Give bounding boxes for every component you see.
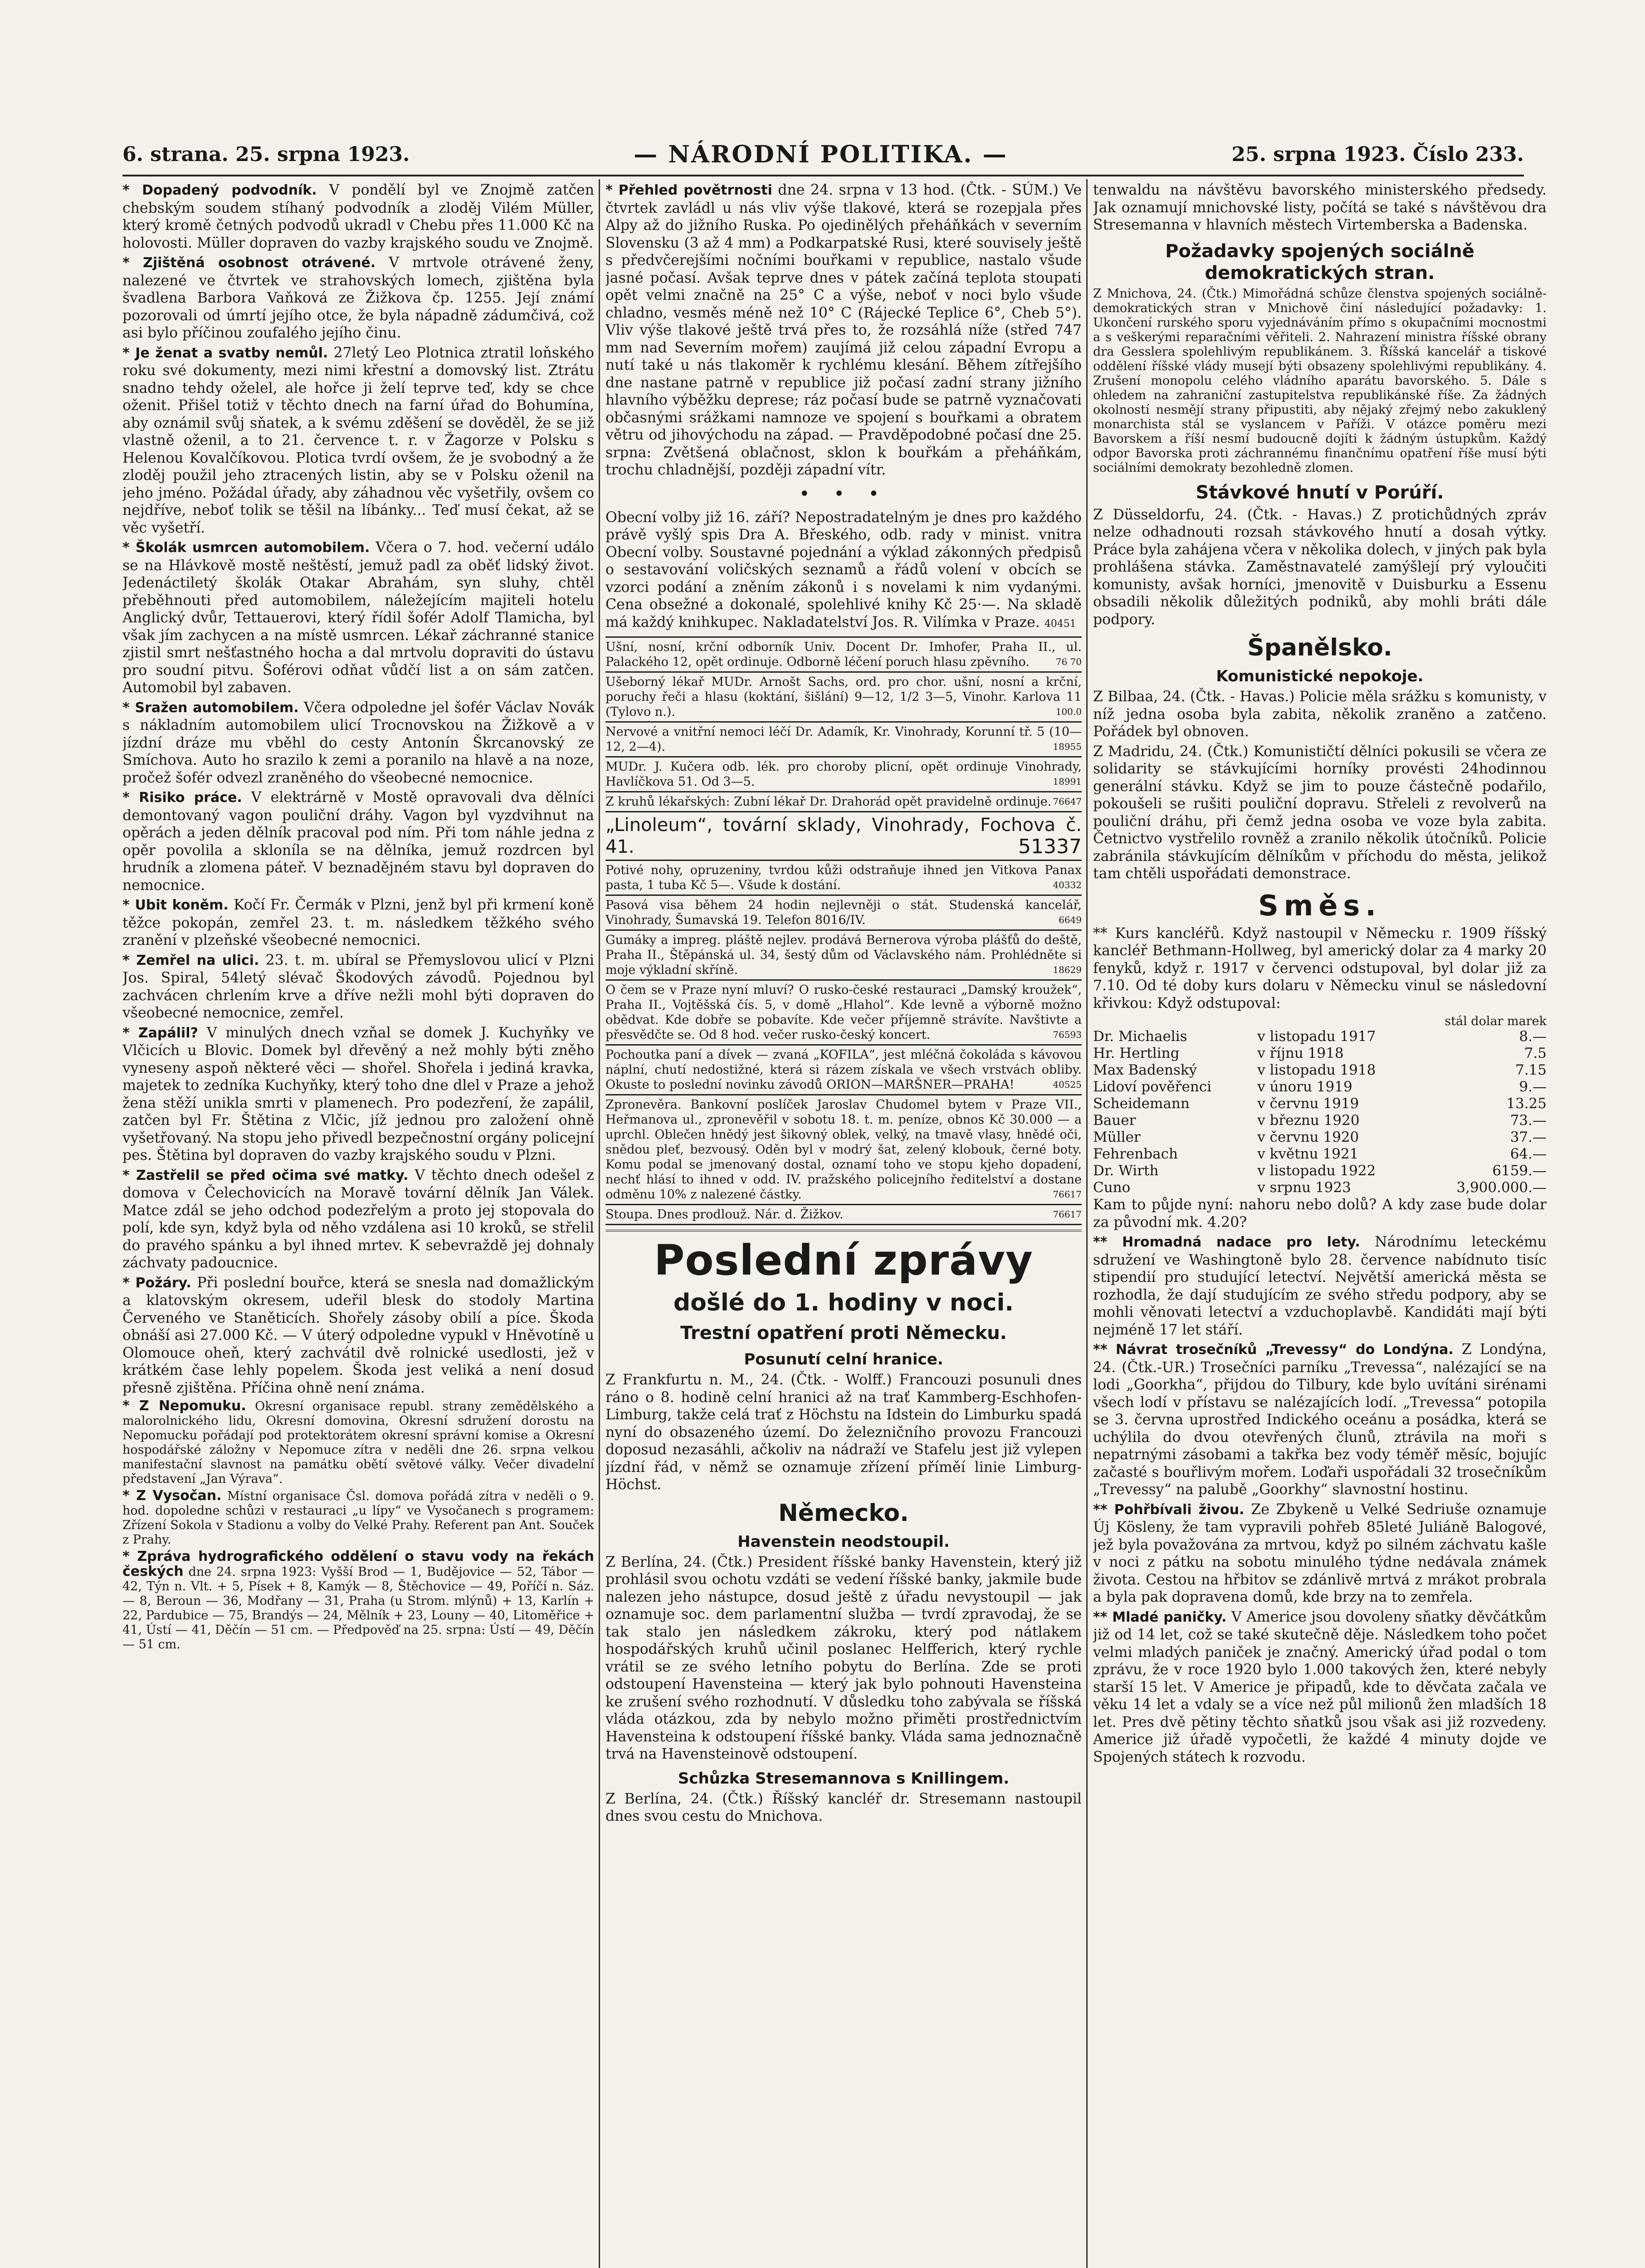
classified-ad [605, 931, 1082, 981]
article-munich: Z Mnichova, 24. (Čtk.) Mimořádná schůze členstva spojených sociálně-demokratických stran v Mnichově činí následující požadavky: 1. Ukončení rurského sporu vyjednáváním přímo s okupačními mocnostmi a s veškerými reparačními věřiteli. 2. Nahrazení ministra říšské obrany dra Gesslera spolehlivým republikánem. 3. Říšská kancelář a tiskové oddělení říšské vlády musejí býti obsazeny spolehlivými republikány. 4. Zrušení monopolu celého vládního aparátu bavorského. 5. Dále s ohledem na zahraniční zastupitelstva republikánské říše. Za žádných okolností nesmějí strany připustiti, aby nějaký zřejmý nebo zakuklený monarchista stál se vyslancem v Paříži. V otázce poměru mezi Bavorskem a říší nesmí budoucně dojíti k žádným ústupkům. Každý odpor Bavorska proti záchrannému finančnímu opatření říše musí býti sociálními demokraty bezohledně zlomen. [1093, 286, 1547, 475]
rate-date: v červnu 1920 [1257, 1129, 1359, 1145]
article-title: * Sražen automobilem. [122, 699, 299, 716]
ad-text: Stoupa. Dnes prodlouž. Nár. d. Žižkov. [605, 1207, 844, 1222]
article-title: * Ubit koněm. [122, 897, 229, 913]
article-title: * Školák usmrcen automobilem. [122, 540, 370, 556]
latest-news-subtitle: došlé do 1. hodiny v noci. [673, 1289, 1014, 1316]
chancellor-name: Max Badenský [1093, 1062, 1197, 1078]
ad-code: 40332 [1053, 880, 1082, 890]
article-text: Okresní organisace republ. strany zemědělského a malorolnického lidu, Okresní domovina, Okresní sdružení dorostu na Nepomucku pořádají pod protektorátem okresní správní komise a Okresní hospodářské záložny v Nepomuce zítra v neděli dne 26. srpna velkou manifestační slavnost na památku obětí světové války. Večer divadelní představení „Jan Výrava“. [122, 1399, 594, 1486]
rate-date: v listopadu 1922 [1257, 1163, 1376, 1179]
news-item [122, 1399, 594, 1486]
article-text: Ze Zbykeně u Velké Sedriuše oznamuje Új Kösleny, že tam vypravili pohřeb 85leté Juliáně Balogové, jež byla považována za mrtvou, když po silném záchvatu kašle v noci z pátku na sobotu minulého týdne nedávala známek života. Cestou na hřbitov se zdánlivě mrtvá z mrákot probrala a byla pak dopravena domů, kde brzy na to zemřela. [1093, 1501, 1547, 1605]
chancellor-name: Dr. Wirth [1093, 1163, 1159, 1179]
column-1 [122, 181, 594, 2268]
news-item [122, 344, 594, 537]
smes-item [1093, 1233, 1547, 1339]
rate-date: v listopadu 1917 [1257, 1028, 1376, 1045]
ad-code: 6649 [1059, 914, 1082, 925]
rates-header: stál dolar marek [1445, 1014, 1547, 1028]
classified-ad [605, 758, 1082, 792]
chancellor-name: Scheidemann [1093, 1095, 1190, 1112]
article-text: Národnímu leteckému sdružení ve Washingtoně bylo 28. července nabídnuto tisíc stipendií pro studující letectví. Největší americká města se rozhodla, že dají studujícím ze svého středu podpory, aby se mohli věnovati letectví a vzduchoplavbě. Kandidáti mají býti nejméně 17 let stáří. [1093, 1234, 1547, 1338]
article-title: * Z Nepomuku. [122, 1398, 246, 1414]
rate-row [1093, 1129, 1547, 1146]
ad-code: 40525 [1053, 1079, 1082, 1090]
weather-report [605, 181, 1082, 479]
chancellor-name: Fehrenbach [1093, 1146, 1178, 1162]
headline-stresemann: Schůzka Stresemannova s Knillingem. [678, 1769, 1010, 1788]
rate-date: v květnu 1921 [1257, 1146, 1359, 1162]
ad-code: 18955 [1053, 741, 1082, 752]
news-item [122, 952, 594, 1022]
rate-date: v červnu 1919 [1257, 1095, 1359, 1112]
rate-value: 7.15 [1515, 1062, 1547, 1078]
news-item [122, 539, 594, 697]
chancellor-name: Hr. Hertling [1093, 1045, 1180, 1061]
article-text: V elektrárně v Mostě opravovali dva dělníci demontovaný vagon pouliční dráhy. Vagon byl vyzdvihnut na opěrách a jeden dělník pracoval pod ním. Při tom náhle jedna z opěr povolila a skloníla se na dělníka, jemuž rozdrcen byl hrudník a zlomena páteř. V beznadějném stavu byl dopraven do nemocnice. [122, 789, 594, 894]
article-text: dne 24. srpna v 13 hod. (Čtk. - SÚM.) Ve čtvrtek zavládl u nás vliv výše tlakové, která se rozepjala přes Alpy až do jižního Ruska. Po ojedinělých přeháňkách v severním Slovensku (3 až 4 mm) a Podkarpatské Rusi, které souvisely ještě s předvčerejšími nočními bouřkami v republice, nastalo všude jasné počasí. Avšak teprve dnes v pátek začíná teplota stoupati opět velmi značně na 25° C a výše, neboť v noci bylo všude chladno, vesměs méně než 10° C (Rájecké Teplice 6°, Cheb 5°). Vliv výše tlakové ještě trvá přes to, že rozsáhlá níže (střed 747 mm nad Severním mořem) zaujímá již celou západní Evropu a nutí také u nás tlakoměr k rychlému klesání. Během zítřejšího dne nastane patrně v republice již počasí zadní strany jižního hlavního výběžku deprese; ráz počasí bude se patrně vyznačovati občasnými srážkami namnoze ve spojení s bouřkami a obratem větru od jihovýchodu na západ. — Pravděpodobné počasí dne 25. srpna: Zvětšená oblačnost, sklon k bouřkám a přeháňkám, trochu chladnější, později západní vítr. [605, 182, 1082, 478]
rate-value: 8.— [1519, 1028, 1547, 1045]
ad-text: Ušeborný lékař MUDr. Arnošt Sachs, ord. pro chor. ušní, nosní a krční, poruchy řeči a hlasu (koktání, šišlání) 9—12, 1/2 3—5, Vinohr. Karlova 11 (Tylovo n.). [605, 675, 1082, 719]
article-text: Kočí Fr. Čermák v Plzni, jenž byl při krmení koně těžce pokopán, zemřel 23. t. m. následkem těžkého svého zranění v plzeňské všeobecné nemocnici. [122, 897, 594, 948]
rate-row [1093, 1163, 1547, 1179]
article-title: * Z Vysočan. [122, 1488, 222, 1504]
ad-obecni-volby: Obecní volby již 16. září? Nepostradatelným je dnes pro každého právě vyšlý spis Dra A. Břeského, odb. rady v minist. vnitra Obecní volby. Soustavné pojednání a výklad zákonných předpisů o sestavování voličských seznamů a řádů volení v obcích se vzorci podání a zněním zákonů i s novelami k nim vydanými. Cena obsežné a dokonalé, spolehlivé knihy Kč 25·—. Na skladě má každý knihkupec. Nakladatelství Jos. R. Vilímka v Praze. 40451 [605, 509, 1082, 631]
column-divider [599, 179, 600, 2268]
headline-sanctions: Trestní opatření proti Německu. [680, 1323, 1007, 1344]
classified-ad [605, 981, 1082, 1046]
rate-row [1093, 1028, 1547, 1045]
article-title: ** Pohřbívali živou. [1093, 1501, 1245, 1518]
article-text: V minulých dnech vzňal se domek J. Kuchyňky ve Vlčicích u Blovic. Domek byl dřevěný a než mohly býti zněho vyneseny aspoň některé věci — shořel. Shořela i jediná kravka, majetek to zedníka Kuchyňky, který toho dne dlel v Praze a jehož žena stěží unikla smrti v plamenech. Pro podezření, že zapálil, zatčen byl Fr. Štětina z Vlčic, jíž jednou pro založení ohně vyšetřovaný. Na stopu jeho přivedl bezpečnostní orgány policejní pes. Štětina byl dopraven do vazby krajského soudu v Plzni. [122, 1024, 594, 1163]
classified-ad [605, 638, 1082, 673]
article-text: Včera o 7. hod. večerní událo se na Hlávkově mostě neštěstí, jemuž padl za oběť lidský život. Jedenáctiletý školák Otakar Abrahám, syn sluhy, chtěl přeběhnouti před automobilem, náležejícím majiteli hotelu Anglický dvůr, Tettauerovi, který řídil šofér Adolf Tlamicha, byl však jím zachycen a na místě usmrcen. Lékař záchranné stanice zjistil smrt nešťastného hocha a dal mrtvolu dopraviti do ústavu pro soudní pitvu. Šoférovi odňat vůdčí list a on sám zatčen. Automobil byl zabaven. [122, 539, 594, 696]
chancellor-name: Dr. Michaelis [1093, 1028, 1187, 1045]
chancellor-name: Müller [1093, 1129, 1141, 1145]
article-text: V pondělí byl ve Znojmě zatčen chebským soudem stíhaný podvodník a zloděj Vilém Müller, který kromě četných podvodů ukradl v Chebu přes 11.000 Kč na holovosti. Müller dopraven do vazby krajského soudu ve Znojmě. [122, 182, 594, 251]
article-title: * Zastřelil se před očima své matky. [122, 1167, 409, 1183]
chancellor-name: Bauer [1093, 1112, 1136, 1129]
classified-ad [605, 792, 1082, 812]
header-left: 6. strana. 25. srpna 1923. [122, 142, 410, 166]
ad-code: 100.0 [1055, 706, 1082, 717]
ad-text: Z kruhů lékařských: Zubní lékař Dr. Drahorád opět pravidelně ordinuje. [605, 795, 1052, 809]
article-title: ** Mladé paničky. [1093, 1609, 1227, 1625]
article-title: ** Návrat trosečníků „Trevessy“ do Londýna. [1093, 1342, 1454, 1358]
subheadline-spain: Komunistické nepokoje. [1216, 667, 1424, 685]
ad-code: 76617 [1053, 1189, 1082, 1200]
rate-value: 13.25 [1506, 1095, 1547, 1112]
ad-code: 76593 [1053, 1029, 1082, 1040]
classified-ad [605, 673, 1082, 723]
ad-text: Potivé nohy, opruzeniny, tvrdou kůži odstraňuje ihned jen Vitkova Panax pasta, 1 tuba Kč 5—. Všude k dostání. [605, 863, 1082, 892]
latest-news-title: Poslední zprávy [654, 1236, 1034, 1285]
article-text: 23. t. m. ubíral se Přemyslovou ulicí v Plzni Jos. Spiral, 54letý slévač Škodových závodů. Pojednou byl zachvácen chrlením krve a dříve nežli mohl býti dopraven do všeobecné nemocnice, zemřel. [122, 952, 594, 1021]
classified-ad [605, 1205, 1082, 1225]
ad-text: Pasová visa během 24 hodin nejlevněji o stát. Studenská kancelář, Vinohrady, Šumavská 19. Telefon 8016/IV. [605, 898, 1082, 927]
news-item [122, 1489, 594, 1547]
article-text: V těchto dnech odešel z domova v Čelechovicích na Moravě tovární dělník Jan Válek. Matce zdál se jeho odchod podezřelým a proto jej stopovala do polí, kde syn, když byla od něho vzdálena asi 10 kroků, se střelil do pravého spánku a byl ihned mrtev. K sebevraždě jej dohnaly záchvaty padoucnice. [122, 1167, 594, 1271]
article-title: * Zapálil? [122, 1025, 198, 1041]
rate-value: 7.5 [1524, 1045, 1547, 1061]
smes-item [1093, 1608, 1547, 1766]
classified-ad [605, 1095, 1082, 1205]
article-kurs-intro: ** Kurs kancléřů. Když nastoupil v Německu r. 1909 říšský kancléř Bethmann-Hollweg, byl americký dolar za 4 marky 20 fenyků, když r. 1917 v červenci odstupoval, byl dolar již za 7.10. Od té doby kurs dolaru v Německu vinul se následovní křivkou: Když odstupoval: [1093, 925, 1547, 1012]
header-right: 25. srpna 1923. Číslo 233. [1231, 142, 1524, 166]
rate-row [1093, 1112, 1547, 1129]
news-item [122, 254, 594, 342]
rate-value: 9.— [1519, 1079, 1547, 1095]
ad-code: 76617 [1053, 1209, 1082, 1220]
classified-ad [605, 812, 1082, 861]
article-text: 27letý Leo Plotnica ztratil loňského roku své dokumenty, mezi nimi křestní a domovský list. Ztrátu snadno tehdy oželel, ale hořce ji želí teprve teď, kdy se chce oženit. Přišel totiž v těchto dnech na farní úřad do Bohumína, aby oznámil svůj sňatek, a k svému zděšení se dověděl, že se již vlastně oženil, a to 21. července t. r. v Žagorze v Polsku s Helenou Kovalčíkovou. Plotica tvrdí ovšem, že je svobodný a že zloděj použil jeho ztracených listin, aby se v Polsku oženil na jeho jméno. Požádal úřady, aby záhadnou věc vyšetřily, ovšem co nejdříve, neboť tolik se těšil na líbánky... Teď musí čekat, až se věc vyšetří. [122, 344, 594, 536]
article-bilbao: Z Bilbaa, 24. (Čtk. - Havas.) Policie měla srážku s komunisty, v níž jedna osoba byla zabita, několik zraněno a zatčeno. Pořádek byl obnoven. [1093, 689, 1547, 740]
page-header [122, 138, 1524, 170]
article-title: * Požáry. [122, 1275, 191, 1291]
news-item [122, 699, 594, 787]
smes-item [1093, 1501, 1547, 1606]
chancellor-name: Cuno [1093, 1179, 1131, 1196]
article-title: * Zjištěná osobnost otrávené. [122, 255, 376, 271]
article-text: Včera odpoledne jel šofér Václav Novák s nákladním automobilem ulicí Trocnovskou na Žižkově a v jízdní dráze mu vběhl do cesty Antonín Škrcanovský ze Smíchova. Auto ho srazilo k zemi a poranilo na hlavě a na noze, pročež šofér odvezl zraněného do všeobecné nemocnice. [122, 699, 594, 786]
classified-ad [605, 723, 1082, 758]
rate-date: v říjnu 1918 [1257, 1045, 1344, 1061]
column-divider [1086, 179, 1088, 2268]
rate-date: v srpnu 1923 [1257, 1179, 1351, 1196]
article-berlin-2: Z Berlína, 24. (Čtk.) Říšský kancléř dr. Stresemann nastoupil dnes svou cestu do Mnichova. [605, 1790, 1082, 1824]
rate-date: v březnu 1920 [1257, 1112, 1360, 1129]
ad-text: MUDr. J. Kučera odb. lék. pro choroby plicní, opět ordinuje Vinohrady, Havlíčkova 51. Od 3—5. [605, 760, 1082, 789]
news-item [122, 1274, 594, 1397]
classified-ad [605, 861, 1082, 896]
masthead: — NÁRODNÍ POLITIKA. — [634, 140, 1008, 168]
headline-spain: Španělsko. [1247, 634, 1392, 661]
classified-ad [605, 1046, 1082, 1095]
rate-date: v listopadu 1918 [1257, 1062, 1376, 1078]
news-item [122, 789, 594, 894]
ad-code: 76647 [1053, 796, 1082, 807]
column-3 [1093, 181, 1547, 2268]
rate-row [1093, 1146, 1547, 1163]
article-text: Při poslední bouřce, která se snesla nad domažlickým a klatovským okresem, udeřil blesk do stodoly Martina Červeného ve Staněticích. Shořely zásoby obilí a píce. Škoda obnáší asi 27.000 Kč. — V úterý odpoledne vypukl v Hněvotíně u Olomouce oheň, který zachvátil dvě rolnické usedlosti, jež v krátkém čase lehly popelem. Škoda jest veliká a není dosud přesně zjištěna. Příčina ohně není známa. [122, 1274, 594, 1396]
news-item [122, 1167, 594, 1272]
classified-ads [605, 636, 1082, 1225]
article-text: Místní organisace Čsl. domova pořádá zítra v neděli o 9. hod. dopoledne schůzi v restauraci „u lípy“ ve Vysočanech s programem: Zřízení Sokola v Stadionu a volby do Velké Prahy. Referent pan Ant. Souček z Prahy. [122, 1489, 594, 1547]
news-item [122, 1024, 594, 1164]
subheadline-havenstein: Havenstein neodstoupil. [737, 1532, 950, 1551]
article-title: ** Hromadná nadace pro lety. [1093, 1234, 1360, 1250]
rate-date: v únoru 1919 [1257, 1079, 1352, 1095]
rate-value: 73.— [1510, 1112, 1547, 1129]
ad-code: 18629 [1053, 964, 1082, 975]
article-title: * Zemřel na ulici. [122, 952, 259, 968]
dollar-rates-table [1093, 1028, 1547, 1196]
chancellor-name: Lidoví pověřenci [1093, 1079, 1212, 1095]
rate-value: 3,900.000.— [1456, 1179, 1547, 1196]
headline-strike: Stávkové hnutí v Porúří. [1196, 482, 1444, 503]
article-title: * Risiko práce. [122, 790, 242, 806]
article-frankfurt: Z Frankfurtu n. M., 24. (Čtk. - Wolff.) Francouzi posunuli dnes ráno o 8. hodině celní hranici až na trať Kammberg-Eschhofen-Limburg, takže celá trať z Höchstu na Idstein do Limburku spadá nyní do obsazeného území. Do železničního provozu Francouzi doposud nezasáhli, ačkoliv na nádraží ve Stafelu jest již vylepen jízdní řád, v němž se oznamuje zřízení příměí linie Limburg-Höchst. [605, 1372, 1082, 1493]
news-item [122, 896, 594, 949]
article-berlin: Z Berlína, 24. (Čtk.) President říšské banky Havenstein, který již prohlásil svou ochotu vzdáti se vedení říšské banky, jakmile bude nalezen jeho nástupce, dosud ještě z úřadu nevystoupil — jak oznamuje soc. dem parlamentní služba — tvrdí zpravodaj, že se tak stalo jen následkem zákroku, který pod nátlakem hospodářských kruhů učinil poslanec Helfferich, který rychle vrátil se ze svého letního pobytu do Berlína. Zde se proti odstoupení Havensteina — který jak bylo pohnouti Havensteina ke zrušení svého rozhodnutí. V důsledku toho zabývala se říšská vláda otázkou, zda by nebylo možno přiměti prostřednictvím Havensteina k odstoupení říšské banky. Vláda sama jednoznačně trvá na Havensteinově odstoupení. [605, 1554, 1082, 1762]
ad-code: 76 70 [1055, 656, 1082, 667]
headline-demands: Požadavky spojených sociálně demokratických stran. [1165, 240, 1474, 284]
rate-row [1093, 1179, 1547, 1196]
article-text: V mrtvole otrávené ženy, nalezené ve čtvrtek ve strahovských lomech, zjištěna byla švadlena Barbora Vaňková ze Žižkova čp. 1255. Její známí pozorovali od úmrtí jejího otce, že byla nápadně zádumčivá, což asi bylo příčinou zoufalého jejího činu. [122, 254, 594, 341]
ad-text: Zpronevěra. Bankovní poslíček Jaroslav Chudomel bytem v Praze VII., Heřmanova ul., zpronevěřil v sobotu 18. t. m. peníze, obnos Kč 30.000 — a uprchl. Oblečen hnědý jest šikovný oblek, velký, na tmavě vlasy, hnědé oči, snědou pleť, bezvousý. Oděn byl v modrý šat, zelený klobouk, černé boty. Komu podal se jmenovaný dostal, oznamí toho ve stopu kjeho dopadení, nechť hlásí to ihned v odd. IV. pražského policejního ředitelství a dostane odměnu 10% z nalezené částky. [605, 1098, 1082, 1202]
headline-smes: Směs. [1258, 889, 1381, 922]
classified-ad [605, 896, 1082, 931]
separator-dots: • • • [799, 483, 888, 504]
article-title: * Dopadený podvodník. [122, 182, 317, 198]
article-madrid: Z Madridu, 24. (Čtk.) Komunističtí dělníci pokusili se včera ze solidarity se stávkujícími horníky provésti 24hodinnou generální stávku. Když se jim to pouze částečně podařilo, pokoušeli se rušiti pouliční dopravu. Střeleli z revolverů na pouliční dráhu, při čemž jedna osoba ve voze byla zabita. Četnictvo vystřelilo rovněž a zranilo několik útočníků. Policie zabránila stávkujícím dělníkům v příchodu do města, jelikož tam chtěli uspořádati demonstrace. [1093, 743, 1547, 882]
ad-text: Ušní, nosní, krční odborník Univ. Docent Dr. Imhofer, Praha II., ul. Palackého 12, opět ordinuje. Odborně léčení poruch hlasu zpěvního. [605, 640, 1082, 669]
ad-text: Nervové a vnitřní nemoci léčí Dr. Adamík, Kr. Vinohrady, Korunní tř. 5 (10—12, 2—4). [605, 725, 1082, 754]
article-text: V Americe jsou dovoleny sňatky děvčátkům již od 14 let, což se také skutečně děje. Následkem toho počet velmi mladých paniček je značný. Americký úřad podal o tom zprávu, že v roce 1920 bylo 1.000 takových žen, které nebyly starší 15 let. V Americe je připadů, kde to děvčata začala ve věku 14 let a vdaly se a více než půl milionů žen mladších 18 let. Pres dvě pětiny těchto sňatků jsou však asi již rozvedeny. Americe již úřadě vypočetli, že každé 4 minuty dojde ve Spojených státech k rozvodu. [1093, 1608, 1547, 1765]
article-kurs-end: Kam to půjde nyní: nahoru nebo dolů? A kdy zase bude dolar za původní mk. 4.20? [1093, 1197, 1547, 1231]
rate-row [1093, 1062, 1547, 1079]
article-dusseldorf: Z Düsseldorfu, 24. (Čtk. - Havas.) Z protichůdných zpráv nelze odhadnouti rozsah stávkového hnutí a dosah výtky. Práce byla zahájena včera v několika dolech, v jiných pak byla prohlášena stávka. Zaměstnavatelé zamýšlejí prý vyloučiti komunisty, avšak horníci, jmenovitě v Duisburku a Essenu obsadili několik důležitých podniků, aby mohli bráti dále podpory. [1093, 506, 1547, 628]
news-item [122, 1549, 594, 1652]
article-continued: tenwaldu na návštěvu bavorského ministerského předsedy. Jak oznamují mnichovské listy, počítá se také s návštěvou dra Stresemanna v hlavních městech Virtemberska a Badenska. [1093, 182, 1547, 233]
ad-code: 18991 [1053, 776, 1082, 787]
ad-code: 51337 [1018, 835, 1082, 858]
header-rule [122, 175, 1524, 176]
article-title: * Přehled povětrnosti [605, 182, 772, 198]
article-text: dne 24. srpna 1923: Vyšší Brod — 1, Budějovice — 52, Tábor — 42, Týn n. Vlt. + 5, Písek + 8, Kamýk — 8, Štěchovice — 49, Poříčí n. Sáz. — 8, Beroun — 36, Modřany — 31, Praha (u Strom. mlýnů) + 13, Karlín + 22, Pardubice — 75, Brandýs — 24, Mělník + 23, Louny — 40, Litoměřice + 41, Ústí — 41, Děčín — 51 cm. — Předpověď na 25. srpna: Ústí — 49, Děčín — 51 cm. [122, 1565, 594, 1652]
smes-item [1093, 1341, 1547, 1499]
article-title: * Zpráva hydrografického oddělení o stavu vody na řekách českých [122, 1549, 594, 1579]
news-item [122, 181, 594, 252]
ad-text: O čem se v Praze nyní mluví? O rusko-české restauraci „Damský kroužek“, Praha II., Vojtěšská čís. 5, v domě „Hlahol“. Kde levně a výborně možno obědvat. Kde dobře se pobavíte. Kde večer příjemně strávíte. Navštivte a přesvědčte se. Od 8 hod. večer rusko-český koncert. [605, 983, 1082, 1042]
ad-text: „Linoleum“, tovární sklady, Vinohrady, Fochova č. 41. [605, 815, 1082, 857]
headline-germany: Německo. [778, 1499, 909, 1527]
rate-value: 6159.— [1492, 1163, 1547, 1179]
rate-row [1093, 1045, 1547, 1062]
rate-row [1093, 1095, 1547, 1112]
article-text: Z Londýna, 24. (Čtk.-UR.) Trosečníci parníku „Trevessa“, nalézající se na lodi „Goorkha“, přijdou do Tilbury, kde bylo uvítáni sirénami všech lodí v přístavu se nalézajících lodí. „Trevessa“ potopila se 3. června uprostřed Indického oceánu a posádka, která se uchýlila do dvou otevřených člunů, ztrávila na moři s nepatrnými zásobami a takřka bez vody téměř měsíc, bojujíc začasté s bouřlivým mořem. Loďaři uspořádali 32 trosečníkům „Trevessy“ na palubě „Goorkhy“ slavnostní hostinu. [1093, 1341, 1547, 1498]
subheadline-border: Posunutí celní hranice. [744, 1350, 943, 1369]
rate-value: 37.— [1510, 1129, 1547, 1145]
article-title: * Je ženat a svatby nemůl. [122, 345, 328, 361]
ad-text: Pochoutka paní a dívek — zvaná „KOFILA“, jest mléčná čokoláda s kávovou náplní, chutí nedostižné, která si rázem získala ve všech vrstvách obliby. Okuste to poslední novinku závodů ORION—MARŠNER—PRAHA! [605, 1048, 1082, 1092]
rate-row [1093, 1079, 1547, 1095]
section-rule [605, 1230, 1082, 1232]
rate-value: 64.— [1510, 1146, 1547, 1162]
column-2 [605, 181, 1082, 2268]
ad-text: Gumáky a impreg. pláště nejlev. prodává Bernerova výroba plášťů do deště, Praha II., Štěpánská ul. 34, šestý dům od Václavského nám. Prohlédněte si moje výkladní skříně. [605, 933, 1082, 977]
